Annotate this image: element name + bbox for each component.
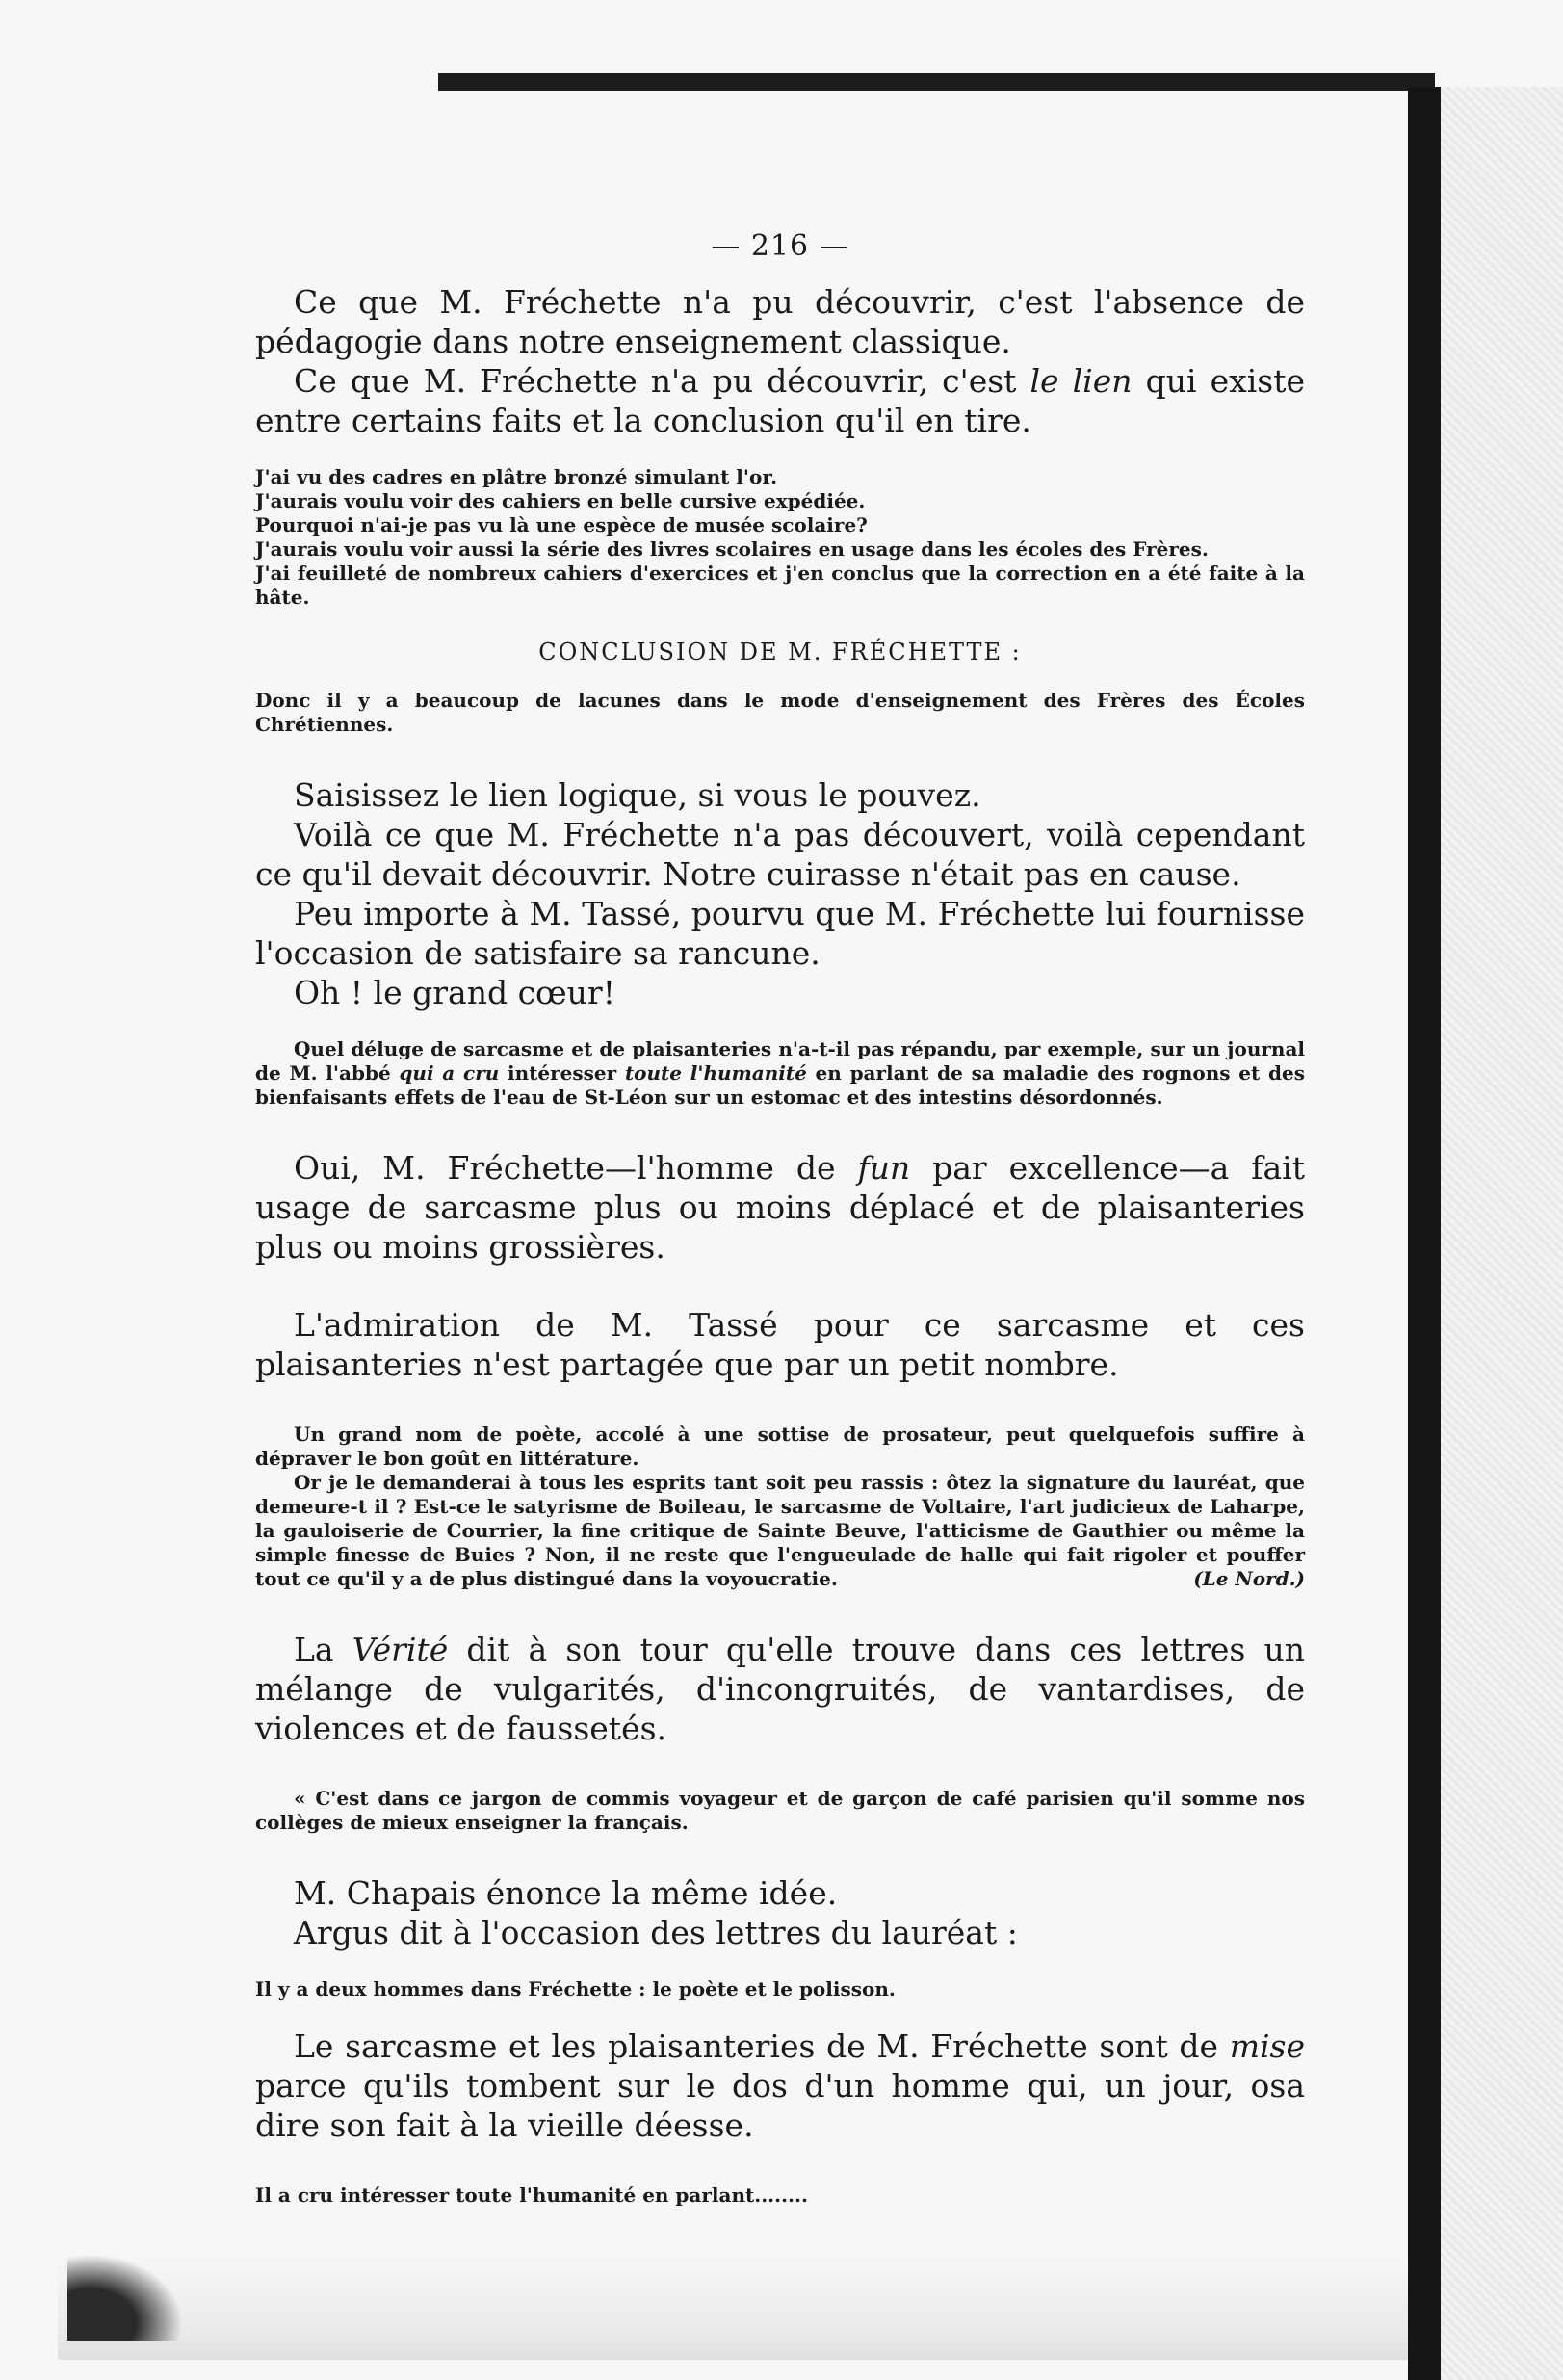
quote-paragraph: Il y a deux hommes dans Fréchette : le poète et le polisson. <box>255 1977 896 2001</box>
body-paragraph: Voilà ce que M. Fréchette n'a pas découvert, voilà cependant ce qu'il devait découvrir. Notre cuirasse n'était pas en cause. <box>255 816 1305 893</box>
body-paragraph: La Vérité dit à son tour qu'elle trouve dans ces lettres un mélange de vulgarités, d'incongruités, de vantardises, de violences et de faussetés. <box>255 1631 1305 1747</box>
quote-paragraph: Pourquoi n'ai-je pas vu là une espèce de musée scolaire? <box>255 513 868 536</box>
top-rule <box>438 73 1435 91</box>
page-gutter <box>1441 87 1563 2380</box>
quote-paragraph: Or je le demanderai à tous les esprits tant soit peu rassis : ôtez la signature du lauréat, que demeure-t il ? Est-ce le satyrisme de Boileau, le sarcasme de Voltaire, l'art judicieux de Laharpe, la gauloiserie de Courrier, la fine critique de Sainte Beuve, l'atticisme de Gauthier ou même la simple finesse de Buies ? Non, il ne reste que l'engueulade de halle qui fait rigoler et pouffer tout ce qu'il y a de plus distingué dans la voyoucratie. (Le Nord.) <box>255 1471 1305 1590</box>
body-paragraph: Peu importe à M. Tassé, pourvu que M. Fréchette lui fournisse l'occasion de satisfaire sa rancune. <box>255 895 1305 972</box>
body-paragraph: Oui, M. Fréchette—l'homme de fun par excellence—a fait usage de sarcasme plus ou moins déplacé et de plaisanteries plus ou moins grossières. <box>255 1149 1305 1266</box>
body-paragraph: Argus dit à l'occasion des lettres du lauréat : <box>294 1914 1018 1951</box>
section-heading: CONCLUSION DE M. FRÉCHETTE : <box>538 639 1022 666</box>
quote-paragraph: J'ai vu des cadres en plâtre bronzé simulant l'or. <box>255 465 778 488</box>
body-paragraph: M. Chapais énonce la même idée. <box>294 1874 838 1912</box>
quote-paragraph: Il a cru intéresser toute l'humanité en parlant........ <box>255 2184 808 2207</box>
body-paragraph: Ce que M. Fréchette n'a pu découvrir, c'est l'absence de pédagogie dans notre enseignement classique. <box>255 283 1305 360</box>
body-paragraph: Oh ! le grand cœur! <box>294 974 615 1011</box>
quote-paragraph: Un grand nom de poète, accolé à une sottise de prosateur, peut quelquefois suffire à dépraver le bon goût en littérature. <box>255 1423 1305 1470</box>
body-paragraph: L'admiration de M. Tassé pour ce sarcasme et ces plaisanteries n'est partagée que par un petit nombre. <box>255 1306 1305 1383</box>
body-paragraph: Le sarcasme et les plaisanteries de M. Fréchette sont de mise parce qu'ils tombent sur le dos d'un homme qui, un jour, osa dire son fait à la vieille déesse. <box>255 2027 1305 2144</box>
scan-corner-mark <box>67 2254 183 2341</box>
body-paragraph: Saisissez le lien logique, si vous le pouvez. <box>294 776 981 814</box>
body-paragraph: Ce que M. Fréchette n'a pu découvrir, c'est le lien qui existe entre certains faits et la conclusion qu'il en tire. <box>255 362 1305 439</box>
quote-paragraph: J'ai feuilleté de nombreux cahiers d'exercices et j'en conclus que la correction en a été faite à la hâte. <box>255 562 1305 609</box>
page-number: — 216 — <box>711 229 849 263</box>
page-text-column <box>255 229 1305 2208</box>
page-edge-shadow <box>1408 87 1441 2380</box>
quote-paragraph: « C'est dans ce jargon de commis voyageur et de garçon de café parisien qu'il somme nos collèges de mieux enseigner la français. <box>255 1787 1305 1834</box>
page-content <box>255 282 1305 2208</box>
bottom-shadow <box>58 2254 1408 2360</box>
quote-paragraph: Quel déluge de sarcasme et de plaisanteries n'a-t-il pas répandu, par exemple, sur un journal de M. l'abbé qui a cru intéresser toute l'humanité en parlant de sa maladie des rognons et des bienfaisants effets de l'eau de St-Léon sur un estomac et des intestins désordonnés. <box>255 1037 1305 1109</box>
quote-paragraph: J'aurais voulu voir des cahiers en belle cursive expédiée. <box>255 489 866 512</box>
quote-paragraph: J'aurais voulu voir aussi la série des livres scolaires en usage dans les écoles des Frères. <box>255 537 1209 561</box>
quote-paragraph: Donc il y a beaucoup de lacunes dans le mode d'enseignement des Frères des Écoles Chrétiennes. <box>255 689 1305 736</box>
